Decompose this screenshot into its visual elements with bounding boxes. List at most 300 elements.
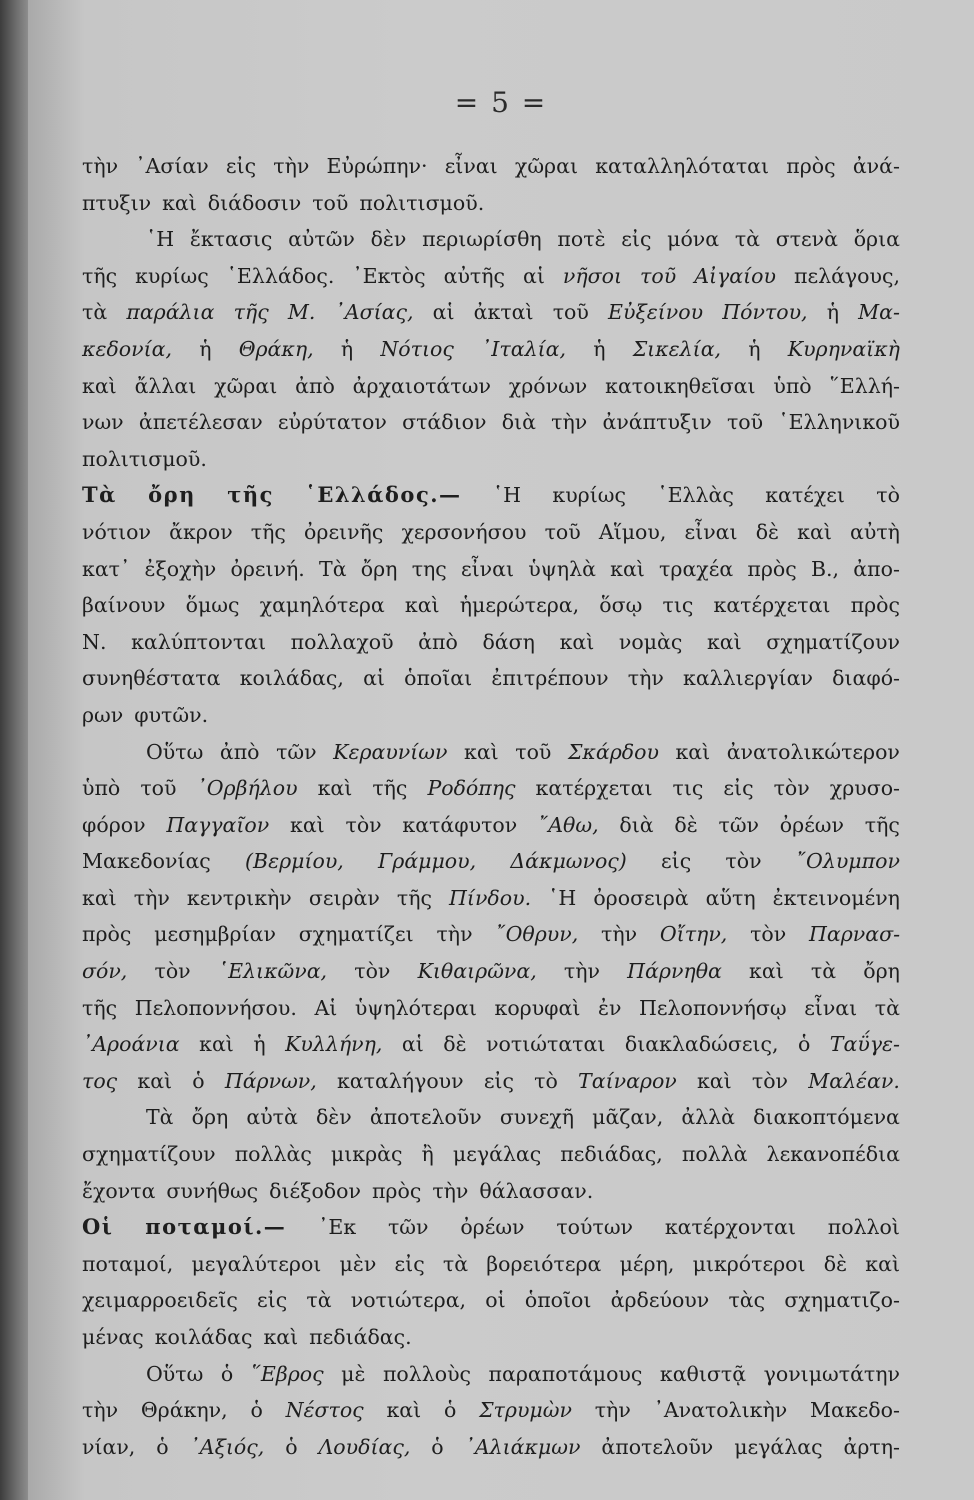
text-line — [82, 441, 900, 478]
word: Ταΰγε- — [829, 1032, 900, 1057]
word: πολλὰς — [234, 1142, 312, 1167]
word: σχηματίζει — [298, 922, 414, 947]
word: Ν. — [82, 629, 107, 654]
word: τῆς — [864, 812, 900, 837]
word: πτυξιν — [82, 190, 152, 215]
word: κοιλάδας, — [239, 666, 344, 691]
word: νων — [82, 410, 124, 435]
word: κυρίως — [135, 263, 209, 288]
text-line — [82, 807, 900, 844]
word: κεντρικὴν — [186, 885, 292, 910]
text-line — [82, 1282, 900, 1319]
word: καὶ — [82, 373, 117, 398]
word: Στρυμὼν — [479, 1398, 572, 1423]
word: στάδιον — [402, 410, 487, 435]
word: διακλαδώσεις, — [624, 1032, 779, 1057]
word: τὴν — [432, 1178, 469, 1203]
word: ᾿Εκτὸς — [352, 263, 426, 288]
text-line — [82, 660, 900, 697]
text-line — [82, 221, 900, 258]
word: τῆς — [396, 885, 432, 910]
word: κεδονία, — [82, 336, 172, 361]
word: ὁ — [220, 1361, 234, 1386]
word: καὶ — [464, 739, 499, 764]
word: διακοπτόμενα — [753, 1105, 900, 1130]
word: της — [411, 556, 447, 581]
text-line — [82, 514, 900, 551]
word: Οὕτω — [146, 739, 204, 764]
word: συνεχῆ — [499, 1105, 575, 1130]
word: μένας — [82, 1325, 144, 1349]
word: τὴν — [82, 1398, 119, 1423]
text-line — [82, 916, 900, 953]
word: (Βερμίου, — [245, 849, 344, 874]
word: εἰς — [394, 1251, 425, 1276]
word: Μ. — [287, 300, 316, 325]
word: ὄρη — [863, 959, 900, 984]
word: τῆς — [82, 263, 118, 288]
word: ἀρδεύουν — [610, 1288, 710, 1313]
word: πολλοὺς — [382, 1361, 472, 1386]
section-heading-word: ῾Ελλάδος.— — [305, 482, 462, 508]
word: κατάφυτον — [402, 812, 518, 837]
text-line — [82, 1209, 900, 1246]
word: καὶ — [199, 1032, 234, 1057]
word: θάλασσαν. — [479, 1178, 594, 1203]
word: ἀπὸ — [219, 739, 260, 764]
word: τὸν — [354, 959, 391, 984]
word: νοτιώταται — [486, 1032, 606, 1057]
word: Νότιος — [380, 336, 454, 361]
word: Οἴτην, — [659, 922, 728, 947]
word: νίαν, — [82, 1434, 136, 1459]
word: κατέρχονται — [664, 1215, 796, 1240]
word: τοῦ — [544, 519, 581, 544]
word: ὁποῖοι — [524, 1288, 592, 1313]
word: διαφό- — [832, 666, 900, 691]
text-line — [82, 368, 900, 405]
word: καὶ — [797, 519, 832, 544]
word: τὸν — [773, 776, 810, 801]
word: διάδοσιν — [207, 190, 302, 215]
word: ἐκτεινομένη — [772, 885, 900, 910]
word: ἀπὸ — [418, 629, 458, 654]
word: ὑπὸ — [773, 373, 812, 398]
word: τῆς — [250, 519, 286, 544]
word: καὶ — [404, 593, 440, 618]
word: ᾿Εκ — [318, 1215, 357, 1240]
section-heading-word: ποταμοί.— — [145, 1214, 287, 1240]
word: πολλοὶ — [827, 1215, 900, 1240]
word: πρὸς — [850, 593, 900, 618]
word: καὶ — [137, 1068, 173, 1093]
word: Θράκη, — [238, 336, 314, 361]
word: ὀρέων — [460, 1215, 525, 1240]
word: καὶ — [290, 812, 325, 837]
word: ἀκταὶ — [473, 300, 534, 325]
word: ἀπετέλεσαν — [138, 410, 263, 435]
word: Ταίναρον — [578, 1068, 677, 1093]
word: καλλιεργίαν — [683, 666, 813, 691]
page-number: = 5 = — [454, 86, 548, 119]
word: ἀπο- — [853, 556, 900, 581]
section-heading-word: τῆς — [227, 482, 274, 508]
word: ῾Ελλὰς — [657, 483, 734, 508]
word: πρὸς — [747, 556, 797, 581]
word: Γράμμου, — [378, 849, 477, 874]
word: ῎Οθρυν, — [495, 922, 579, 947]
word: ἀρχαιοτάτων — [352, 373, 491, 398]
word: τοῦ — [552, 300, 589, 325]
word: ποταμοί, — [82, 1251, 174, 1276]
word: πολλὰ — [681, 1142, 748, 1167]
word: κατέχει — [765, 483, 845, 508]
word: Θράκην, — [140, 1398, 228, 1423]
word: πολιτισμοῦ. — [359, 190, 485, 215]
word: κατέρχεται — [713, 593, 831, 618]
word: δὲ — [443, 1032, 467, 1057]
text-line — [82, 1429, 900, 1466]
body-text — [82, 148, 900, 1465]
word: πρὸς — [371, 1178, 422, 1203]
word: τὴν — [563, 959, 600, 984]
word: ἡ — [748, 336, 761, 361]
word: διὰ — [501, 410, 536, 435]
word: ῾Ελλάδος. — [226, 263, 335, 288]
text-line — [82, 1319, 900, 1356]
word: στενὰ — [775, 227, 838, 252]
word: μεγαλύτεροι — [191, 1251, 322, 1276]
word: νότιον — [82, 519, 151, 544]
word: νοτιώτερα, — [350, 1288, 467, 1313]
word: εἰς — [723, 776, 754, 801]
word: σχηματιζο- — [784, 1288, 900, 1313]
word: ὑψηλὰ — [528, 556, 596, 581]
word: ἡμερώτερα, — [459, 593, 580, 618]
word: Αἱ — [314, 995, 338, 1020]
word: χρόνων — [508, 373, 588, 398]
word: σειρὰν — [308, 885, 380, 910]
word: αὐτὰ — [246, 1105, 298, 1130]
word: Πάρνηθα — [627, 959, 722, 984]
word: ῞Εβρος — [250, 1361, 324, 1386]
word: τοῦ — [312, 190, 349, 215]
word: Πίνδου. — [449, 885, 532, 910]
word: Πόντου, — [722, 300, 808, 325]
word: ᾿Ασίαν — [135, 154, 209, 178]
word: ᾿Αλιάκμων — [464, 1434, 581, 1459]
word: τῶν — [718, 812, 760, 837]
word: Αἰγαίου — [694, 263, 776, 288]
book-binding-shadow — [0, 0, 28, 1500]
word: ῞Ελλή- — [829, 373, 900, 398]
word: κοιλάδας — [154, 1325, 253, 1349]
word: ὀρεινῆς — [304, 519, 384, 544]
word: καὶ — [317, 776, 353, 801]
text-line — [82, 1063, 900, 1100]
word: αἱ — [363, 666, 385, 691]
text-line — [82, 880, 900, 917]
word: βορειότερα — [486, 1251, 602, 1276]
word: ὁ — [431, 1434, 444, 1459]
word: τὴν — [436, 922, 473, 947]
word: τὰ — [810, 959, 837, 984]
text-line — [82, 734, 900, 771]
word: μόνα — [667, 227, 720, 252]
word: καὶ — [706, 629, 742, 654]
word: χῶραι — [514, 154, 578, 178]
word: τὴν — [627, 666, 664, 691]
word: χειμαρροειδεῖς — [82, 1288, 238, 1313]
word: παραποτάμους — [488, 1361, 643, 1386]
word: σχηματίζουν — [766, 629, 900, 654]
word: ῾Η — [492, 483, 522, 508]
word: διέξοδον — [269, 1178, 361, 1203]
word: ἡ — [199, 336, 212, 361]
word: Κυλλήνη, — [285, 1032, 383, 1057]
text-line — [82, 1246, 900, 1283]
word: ῾Η — [548, 885, 577, 910]
word: δὲ — [823, 1251, 848, 1276]
word: κορυφαὶ — [494, 995, 581, 1020]
word: κατοικηθεῖσαι — [605, 373, 756, 398]
word: καὶ — [82, 885, 117, 910]
word: Τὰ — [146, 1105, 174, 1130]
word: Μα- — [858, 300, 900, 325]
word: χρυσο- — [829, 776, 900, 801]
word: αὕτη — [705, 885, 756, 910]
word: καὶ — [162, 190, 197, 215]
word: ᾿Ανατολικὴν — [653, 1398, 788, 1423]
text-line — [82, 697, 900, 734]
word: ὁ — [443, 1398, 457, 1423]
word: τὸν — [345, 812, 382, 837]
word: ᾿Αξιός, — [189, 1434, 265, 1459]
word: τοῦ — [515, 739, 552, 764]
word: τὰ — [874, 995, 900, 1020]
word: μᾶζαν, — [592, 1105, 664, 1130]
word: τραχέα — [659, 556, 734, 581]
word: τὰ — [306, 1288, 332, 1313]
word: ἢ — [421, 1142, 434, 1167]
word: γονιμωτάτην — [763, 1361, 900, 1386]
word: καὶ — [749, 959, 784, 984]
word: βαίνουν — [82, 593, 166, 618]
text-line — [82, 148, 900, 185]
word: καθιστᾷ — [659, 1361, 747, 1386]
word: δὲν — [315, 1105, 352, 1130]
word: Σκάρδου — [567, 739, 659, 764]
word: αὐτῆς — [443, 263, 506, 288]
word: τὴν — [82, 154, 119, 178]
text-line — [82, 770, 900, 807]
text-line — [82, 1026, 900, 1063]
word: ὁ — [250, 1398, 263, 1423]
word: κατ᾿ — [82, 556, 131, 581]
word: ἔχοντα — [82, 1178, 156, 1203]
word: ὁποῖαι — [404, 666, 473, 691]
word: Μακεδο- — [810, 1398, 900, 1423]
word: εἰς — [483, 1068, 514, 1093]
word: ὀρέων — [779, 812, 844, 837]
word: διὰ — [619, 812, 654, 837]
word: χερσονήσου — [401, 519, 527, 544]
word: ᾿Ασίας, — [334, 300, 414, 325]
word: ᾿Ιταλία, — [481, 336, 566, 361]
text-line — [82, 1356, 900, 1393]
word: ῎Ολυμπον — [795, 849, 900, 874]
word: μεγάλας — [452, 1142, 542, 1167]
word: εἶναι — [804, 995, 858, 1020]
word: ἀνατολικώτερον — [726, 739, 900, 764]
word: Σικελία, — [632, 336, 722, 361]
word: ὅμως — [185, 593, 240, 618]
word: ὀροσειρὰ — [593, 885, 689, 910]
word: ἔκτασις — [189, 227, 273, 252]
text-line — [82, 477, 900, 514]
word: τὴν — [551, 410, 588, 435]
word: καὶ — [559, 629, 595, 654]
word: Κυρηναϊκὴ — [787, 336, 900, 361]
text-line — [82, 624, 900, 661]
word: ὑψηλότεραι — [354, 995, 477, 1020]
word: Παγγαῖον — [166, 812, 270, 837]
word: πολλαχοῦ — [290, 629, 394, 654]
word: Κιθαιρῶνα, — [417, 959, 537, 984]
word: μὲ — [341, 1361, 366, 1386]
word: Μαλέαν. — [808, 1068, 900, 1093]
word: κυρίως — [552, 483, 626, 508]
word: συνηθέστατα — [82, 666, 221, 691]
word: χῶραι — [214, 373, 278, 398]
text-line — [82, 1173, 900, 1210]
word: κατέρχεται — [535, 776, 653, 801]
word: ῾Η — [146, 227, 175, 252]
word: οἱ — [485, 1288, 506, 1313]
word: ὁ — [285, 1434, 298, 1459]
word: Μακεδονίας — [82, 849, 211, 874]
word: αἱ — [432, 300, 455, 325]
word: καὶ — [263, 1325, 299, 1349]
word: τούτων — [556, 1215, 633, 1240]
word: Παρνασ- — [809, 922, 900, 947]
word: Ροδόπης — [427, 776, 516, 801]
word: ὅσῳ — [599, 593, 643, 618]
word: αὐτῶν — [288, 227, 355, 252]
word: ἄλλαι — [134, 373, 197, 398]
word: ἐξοχὴν — [144, 556, 217, 581]
word: τῆς — [233, 300, 269, 325]
word: ἄκρον — [169, 519, 233, 544]
word: καταλληλόταται — [595, 154, 770, 178]
word: μεγάλας — [734, 1434, 823, 1459]
word: ἡ — [593, 336, 606, 361]
word: ἀπὸ — [295, 373, 335, 398]
word: σχηματίζουν — [82, 1142, 216, 1167]
word: τῆς — [82, 995, 118, 1020]
word: Πελοποννήσῳ — [639, 995, 787, 1020]
word: ᾿Ορβήλου — [196, 776, 298, 801]
word: φυτῶν. — [134, 702, 209, 727]
word: τὴν — [594, 1398, 631, 1423]
word: εἰς — [225, 154, 257, 178]
word: ἀνά- — [852, 154, 900, 178]
word: ρων — [82, 702, 124, 727]
word: Τὰ — [319, 556, 347, 581]
word: αἱ — [523, 263, 545, 288]
text-line — [82, 843, 900, 880]
section-heading-word: ὄρη — [148, 482, 196, 508]
word: ἀλλὰ — [681, 1105, 736, 1130]
word: τὰ — [442, 1251, 469, 1276]
word: πολιτισμοῦ. — [82, 446, 207, 471]
word: ἡ — [826, 300, 840, 325]
word: τὴν — [601, 922, 638, 947]
text-line — [82, 331, 900, 368]
word: τὸν — [751, 1068, 789, 1093]
word: ἀνάπτυξιν — [602, 410, 712, 435]
word: τοῦ — [140, 776, 177, 801]
word: μὲν — [339, 1251, 377, 1276]
word: μικρότεροι — [692, 1251, 806, 1276]
word: ὁ — [797, 1032, 811, 1057]
word: τὸ — [534, 1068, 558, 1093]
word: Οὕτω — [146, 1361, 204, 1386]
word: τὸν — [154, 959, 191, 984]
word: πεδιάδας. — [309, 1325, 412, 1349]
text-line — [82, 1099, 900, 1136]
word: καλύπτονται — [131, 629, 267, 654]
text-line — [82, 953, 900, 990]
word: ἐν — [597, 995, 622, 1020]
word: δάση — [482, 629, 535, 654]
word: καταλήγουν — [336, 1068, 464, 1093]
word: τὰς — [728, 1288, 766, 1313]
word: νομὰς — [618, 629, 683, 654]
section-heading-word: Τὰ — [82, 482, 117, 508]
word: Πελοποννήσου. — [134, 995, 297, 1020]
word: μεσημβρίαν — [154, 922, 276, 947]
word: περιωρίσθη — [422, 227, 542, 252]
word: ἀποτελοῦν — [369, 1105, 482, 1130]
word: νῆσοι — [562, 263, 623, 288]
word: συνήθως — [166, 1178, 259, 1203]
word: ὄρη — [191, 1105, 229, 1130]
word: τοῦ — [640, 263, 677, 288]
word: Κεραυνίων — [333, 739, 448, 764]
word: καὶ — [610, 556, 645, 581]
word: τὸν — [750, 922, 787, 947]
word: χαμηλότερα — [259, 593, 385, 618]
word: τοῦ — [726, 410, 764, 435]
word: Δάκμωνος) — [510, 849, 627, 874]
word: ὑπὸ — [82, 776, 121, 801]
word: δὲν — [370, 227, 407, 252]
word: ὁ — [156, 1434, 169, 1459]
word: ἡ — [253, 1032, 266, 1057]
word: καὶ — [386, 1398, 422, 1423]
word: ὁ — [192, 1068, 205, 1093]
word: τὴν — [133, 885, 170, 910]
word: φόρον — [82, 812, 146, 837]
text-line — [82, 990, 900, 1027]
word: πελάγους, — [793, 263, 900, 288]
book-page — [28, 0, 974, 1500]
word: ῾Ελικῶνα, — [217, 959, 328, 984]
word: τις — [662, 593, 694, 618]
word: Λουδίας, — [318, 1434, 411, 1459]
word: εὐρύτατον — [277, 410, 387, 435]
